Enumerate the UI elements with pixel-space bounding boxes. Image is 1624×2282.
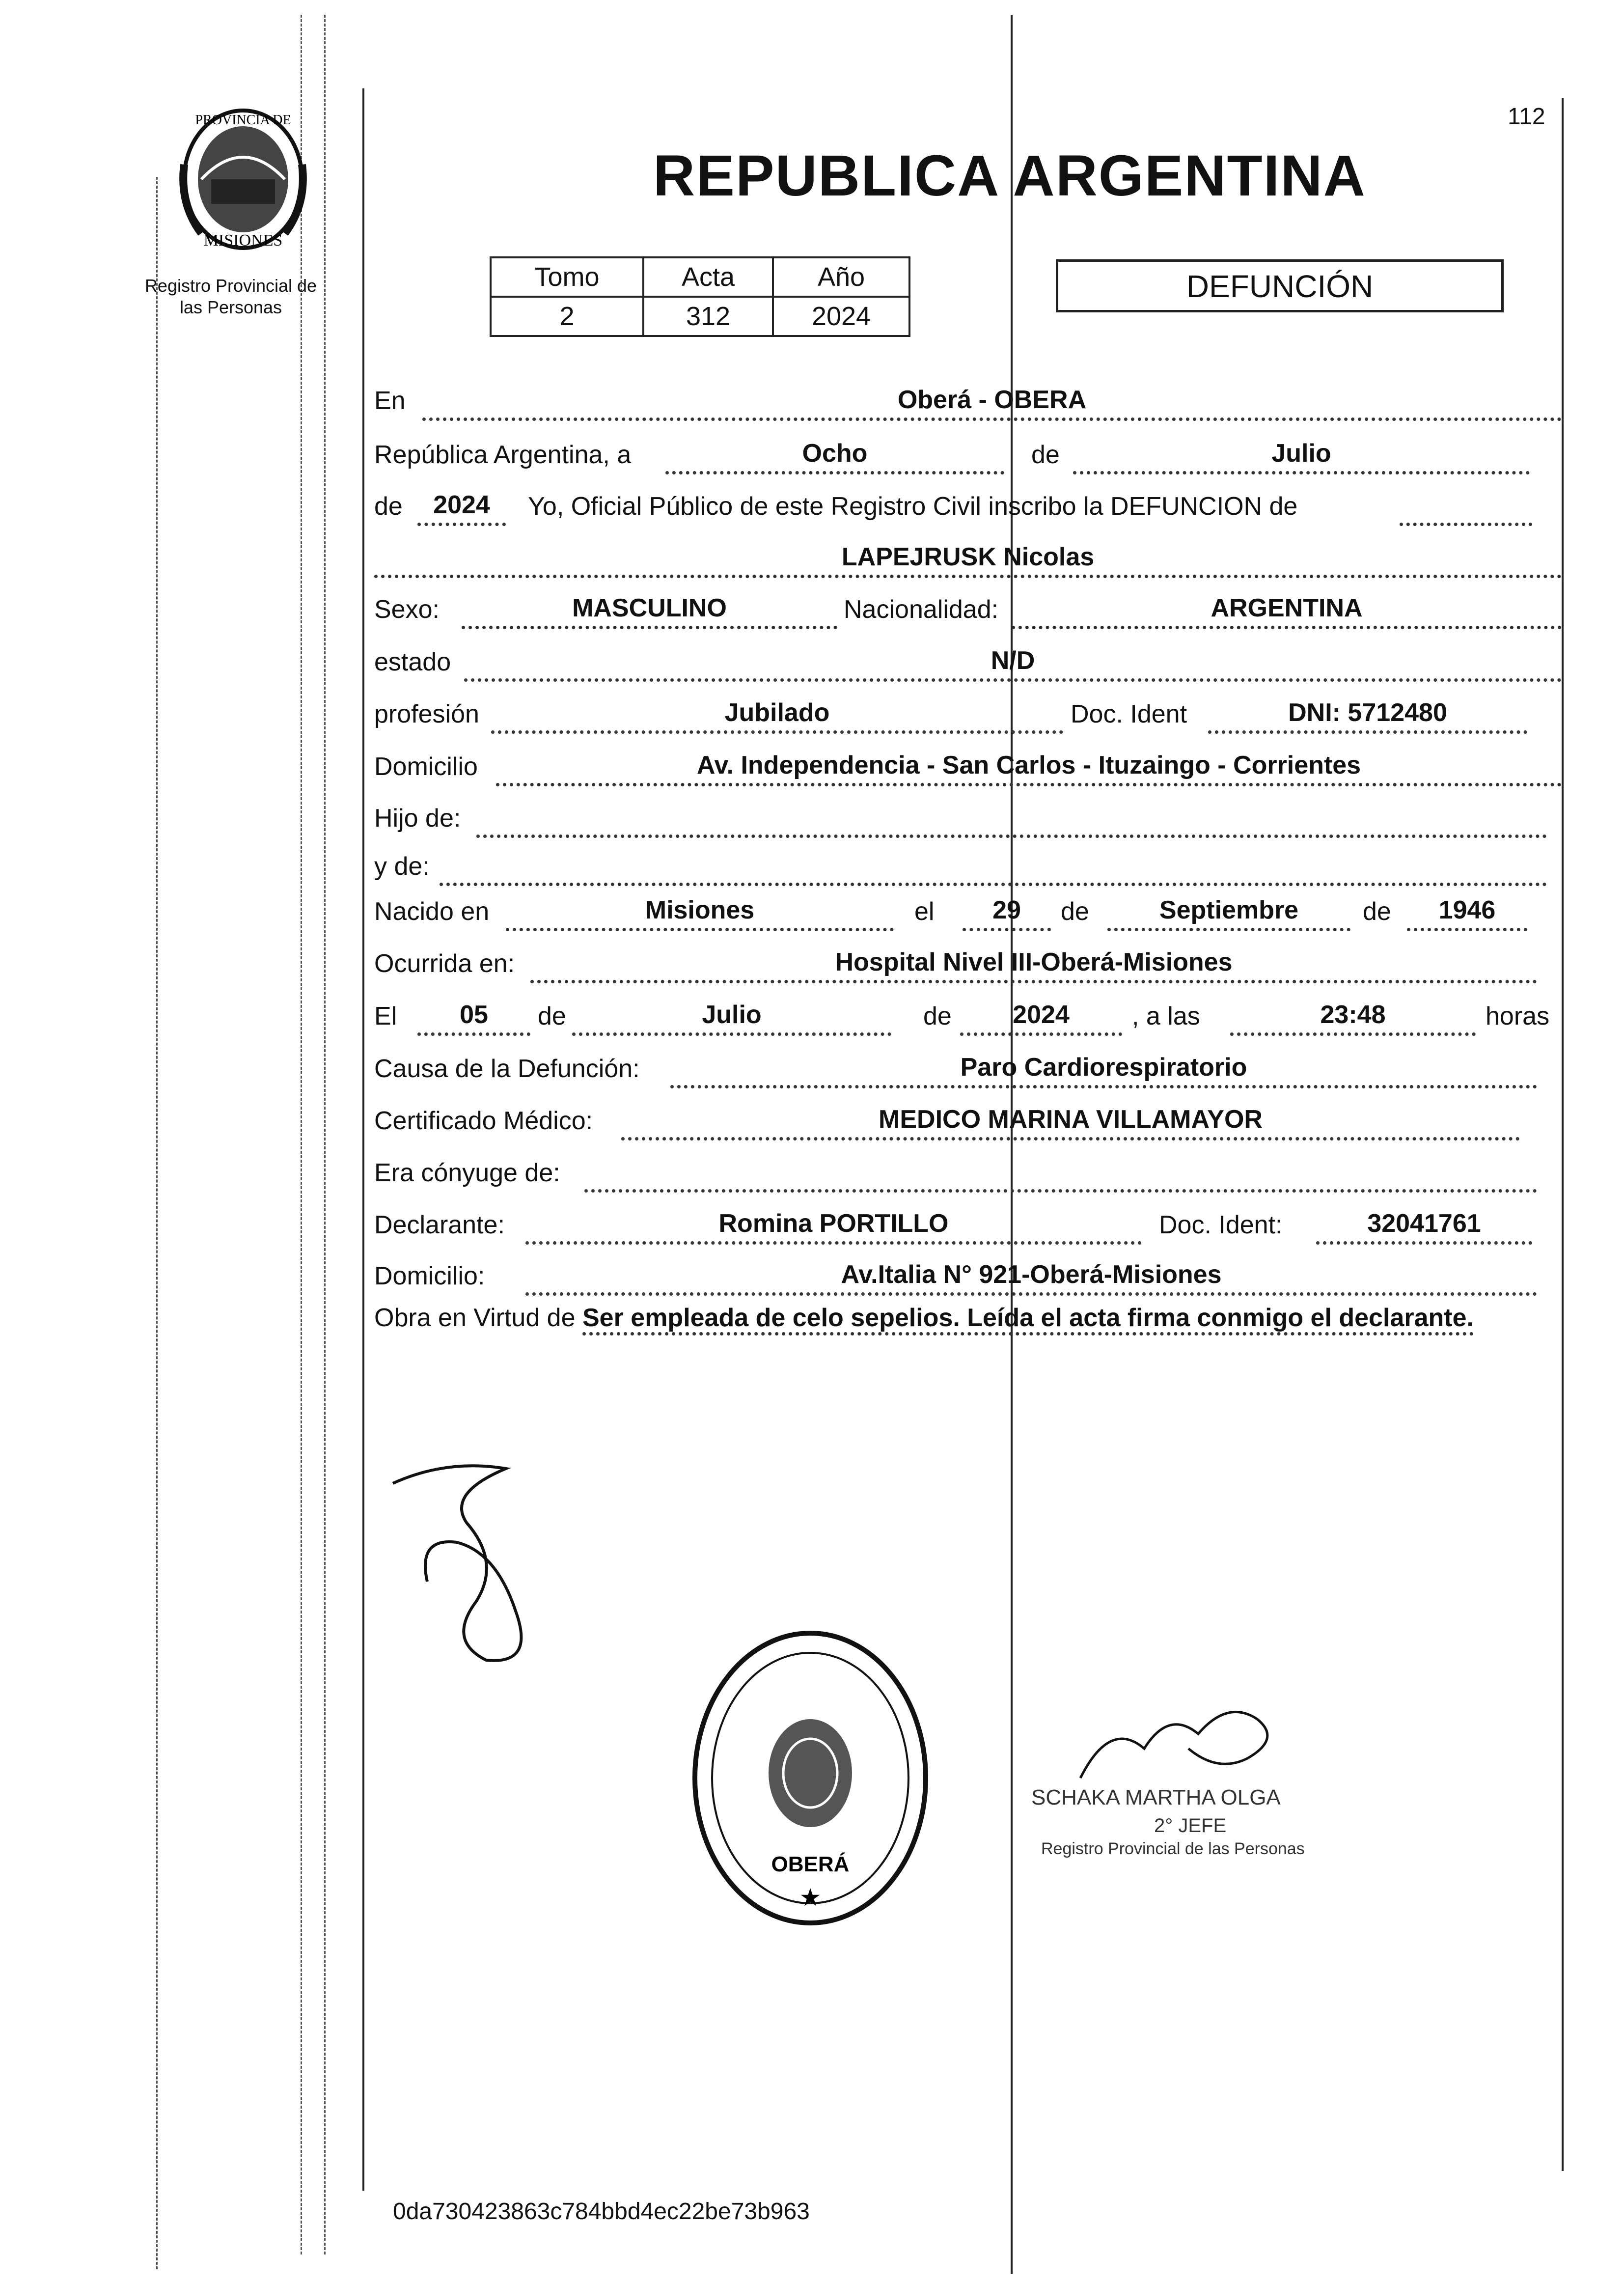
sexo-value: MASCULINO [462, 595, 837, 629]
causa-label: Causa de la Defunción: [374, 1055, 640, 1083]
center-fold-line [1011, 15, 1013, 2274]
profesion-label: profesión [374, 700, 479, 728]
official-name: SCHAKA MARTHA OLGA [1031, 1785, 1281, 1809]
acta-header: Acta [643, 257, 773, 297]
day-text: Ocho [665, 441, 1004, 474]
death-time: 23:48 [1230, 1002, 1476, 1036]
sexo-label: Sexo: [374, 595, 440, 624]
right-margin-line [1562, 98, 1564, 2171]
domicilio-label: Domicilio [374, 752, 478, 781]
tomo-header: Tomo [491, 257, 643, 297]
official-signature [1071, 1690, 1296, 1788]
death-month: Julio [572, 1002, 891, 1036]
left-dashed-line-2 [301, 15, 302, 2254]
domicilio-value-2: Av.Italia N° 921-Oberá-Misiones [525, 1262, 1537, 1296]
certificado-label: Certificado Médico: [374, 1107, 593, 1135]
el-label: el [914, 897, 935, 926]
declaration-tail [1400, 492, 1532, 526]
domicilio-label-2: Domicilio: [374, 1262, 485, 1290]
obra-value: Ser empleada de celo sepelios. Leída el acta firma conmigo el declarante. [582, 1304, 1474, 1336]
record-type-box: DEFUNCIÓN [1056, 259, 1504, 312]
doc-ident-value: DNI: 5712480 [1208, 700, 1527, 734]
declaration-text: Yo, Oficial Público de este Registro Civil inscribo la DEFUNCION de [528, 492, 1298, 521]
emblem-bottom-text: MISIONES [203, 231, 283, 250]
republica-label: República Argentina, a [374, 441, 632, 469]
document-hash: 0da730423863c784bbd4ec22be73b963 [393, 2199, 810, 2225]
registry-caption [142, 275, 319, 318]
el-label-2: El [374, 1002, 397, 1030]
hijo-label: Hijo de: [374, 804, 461, 833]
page-number: 112 [1508, 104, 1545, 130]
declarante-value: Romina PORTILLO [525, 1211, 1142, 1245]
profesion-value: Jubilado [491, 700, 1063, 734]
misiones-emblem [172, 106, 314, 253]
a-las-label: , a las [1132, 1002, 1200, 1030]
declarant-signature [388, 1454, 594, 1680]
left-dashed-line-3 [324, 15, 326, 2254]
record-value-row [491, 297, 909, 336]
nacionalidad-label: Nacionalidad: [844, 595, 999, 624]
doc-ident-value-2: 32041761 [1316, 1211, 1532, 1245]
anio-value: 2024 [773, 297, 909, 336]
anio-header: Año [773, 257, 909, 297]
tomo-value: 2 [491, 297, 643, 336]
de-label-4: de [1363, 897, 1391, 926]
de-label-3: de [1061, 897, 1089, 926]
certificado-value: MEDICO MARINA VILLAMAYOR [621, 1107, 1520, 1141]
de-label-2: de [374, 492, 403, 521]
nacido-label: Nacido en [374, 897, 490, 926]
estado-label: estado [374, 648, 451, 676]
doc-ident-label-2: Doc. Ident: [1159, 1211, 1283, 1239]
acta-value: 312 [643, 297, 773, 336]
death-year: 2024 [960, 1002, 1122, 1036]
en-value: Oberá - OBERA [422, 387, 1562, 421]
obra-label: Obra en Virtud de [374, 1304, 576, 1332]
causa-value: Paro Cardiorespiratorio [670, 1055, 1537, 1088]
left-dashed-line [156, 177, 158, 2269]
de-label-5: de [538, 1002, 566, 1030]
obra-paragraph [374, 1302, 1563, 1334]
month-text: Julio [1073, 441, 1530, 474]
official-role: 2° JEFE [1154, 1815, 1227, 1837]
birth-day: 29 [963, 897, 1051, 931]
deceased-name: LAPEJRUSK Nicolas [374, 544, 1562, 578]
emblem-top-text: PROVINCIA DE [195, 112, 291, 128]
death-day: 05 [417, 1002, 530, 1036]
registry-caption-line1: Registro Provincial de [144, 276, 317, 296]
horas-label: horas [1486, 1002, 1550, 1030]
estado-value: N/D [464, 648, 1562, 682]
ocurrida-label: Ocurrida en: [374, 949, 515, 978]
registry-caption-line2: las Personas [179, 297, 282, 317]
declarante-label: Declarante: [374, 1211, 505, 1239]
de-label-6: de [923, 1002, 952, 1030]
nacido-en-value: Misiones [506, 897, 894, 931]
y-de-label: y de: [374, 852, 430, 881]
domicilio-value: Av. Independencia - San Carlos - Ituzaingo - Corrientes [496, 752, 1562, 786]
page-title: REPUBLICA ARGENTINA [653, 143, 1366, 208]
seal-bottom-text: OBERÁ [771, 1852, 850, 1876]
official-seal [688, 1626, 933, 1930]
hijo-value [476, 804, 1547, 838]
de-label-1: de [1031, 441, 1060, 469]
nacionalidad-value: ARGENTINA [1012, 595, 1562, 629]
conyuge-label: Era cónyuge de: [374, 1159, 560, 1187]
official-office: Registro Provincial de las Personas [1041, 1839, 1305, 1858]
left-margin-line [362, 88, 364, 2191]
record-header-row [491, 257, 909, 297]
birth-month: Septiembre [1107, 897, 1350, 931]
doc-ident-label: Doc. Ident [1071, 700, 1187, 728]
birth-year: 1946 [1407, 897, 1527, 931]
year-value: 2024 [417, 492, 506, 526]
conyuge-value [584, 1159, 1537, 1193]
seal-star-icon: ★ [799, 1884, 822, 1911]
y-de-value [440, 852, 1547, 886]
record-table [490, 256, 910, 337]
en-label: En [374, 387, 406, 415]
ocurrida-value: Hospital Nivel III-Oberá-Misiones [530, 949, 1537, 983]
